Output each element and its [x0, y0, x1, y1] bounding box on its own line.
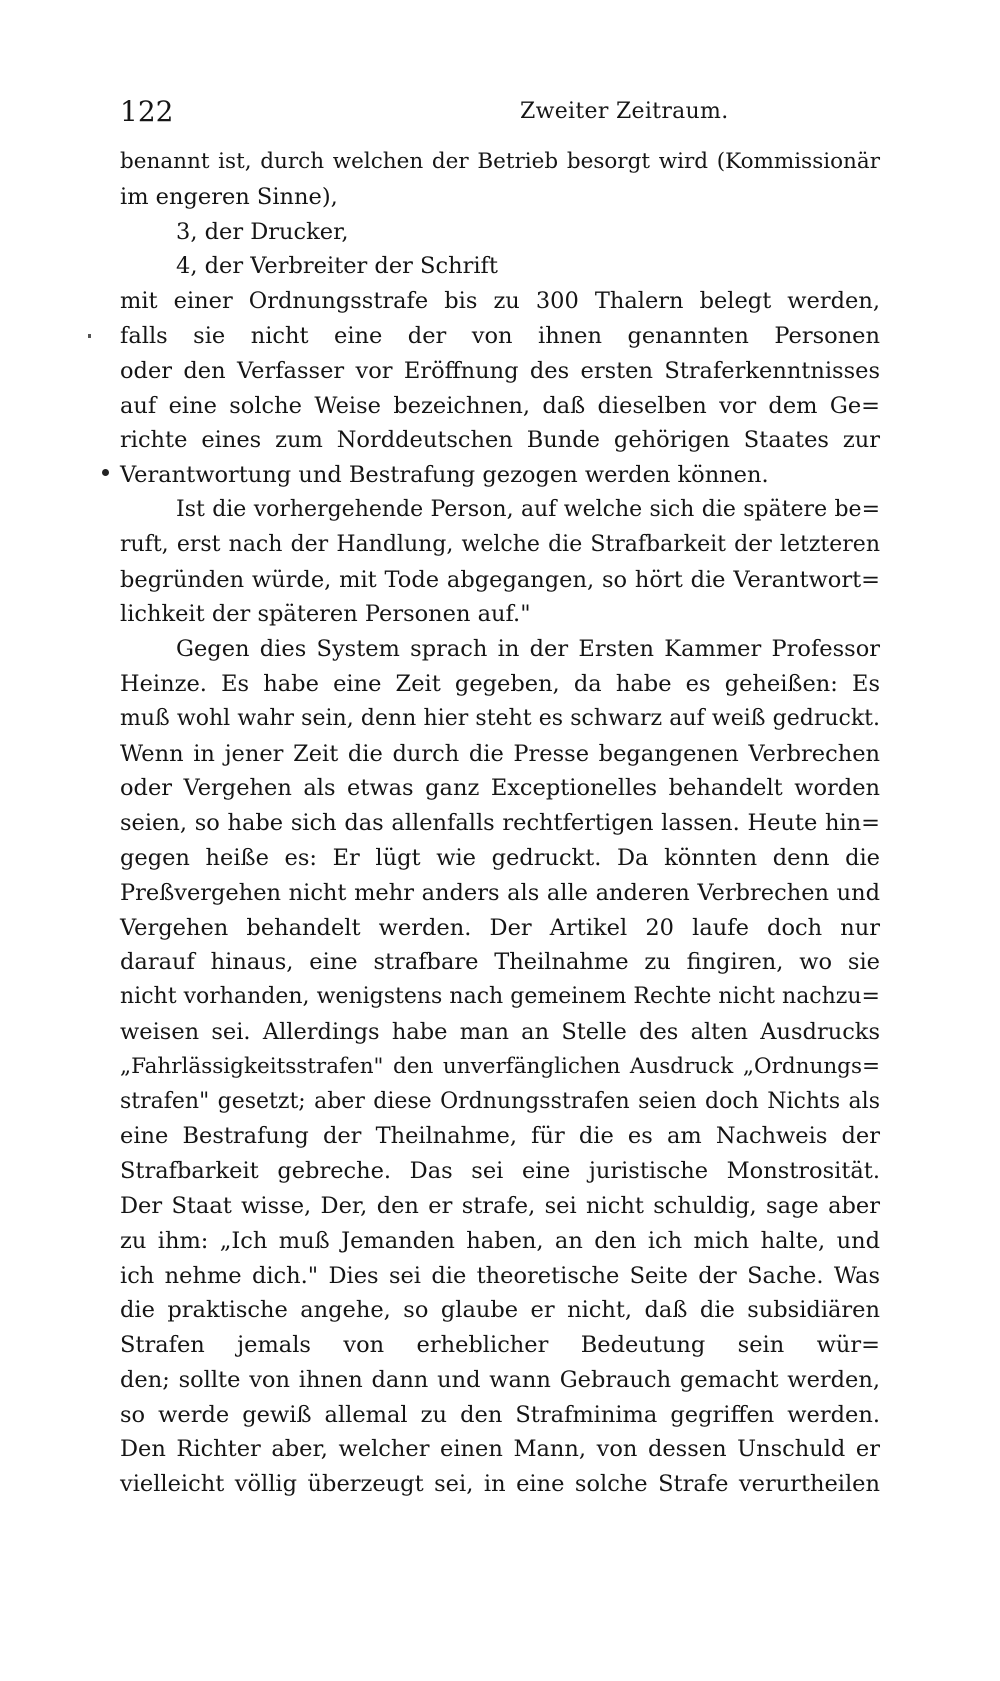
text-line: die praktische angehe, so glaube er nicht, daß die subsidiären: [120, 1297, 880, 1324]
text-line: oder den Verfasser vor Eröffnung des ersten Straferkenntnisses: [120, 357, 880, 384]
text-line: auf eine solche Weise bezeichnen, daß dieselben vor dem Ge=: [120, 392, 880, 419]
page-header: [120, 92, 880, 132]
text-line: eine Bestrafung der Theilnahme, für die es am Nachweis der: [120, 1123, 880, 1150]
page-number: 122: [120, 95, 174, 128]
text-line: Heinze. Es habe eine Zeit gegeben, da habe es geheißen: Es: [120, 670, 880, 697]
text-line: 3, der Drucker,: [176, 218, 349, 245]
text-line: Wenn in jener Zeit die durch die Presse begangenen Verbrechen: [120, 740, 880, 767]
body-text: [120, 145, 880, 1502]
text-line: Vergehen behandelt werden. Der Artikel 20 laufe doch nur: [120, 914, 880, 941]
text-line: strafen" gesetzt; aber diese Ordnungsstrafen seien doch Nichts als: [120, 1088, 880, 1114]
text-line: „Fahrlässigkeitsstrafen" den unverfänglichen Ausdruck „Ordnungs=: [120, 1053, 880, 1079]
text-line: muß wohl wahr sein, denn hier steht es schwarz auf weiß gedruckt.: [120, 705, 880, 731]
text-line: so werde gewiß allemal zu den Strafminima gegriffen werden.: [120, 1401, 880, 1428]
text-line: gegen heiße es: Er lügt wie gedruckt. Da könnten denn die: [120, 844, 880, 871]
text-line: darauf hinaus, eine strafbare Theilnahme zu fingiren, wo sie: [120, 949, 880, 976]
text-line: Den Richter aber, welcher einen Mann, von dessen Unschuld er: [120, 1436, 880, 1463]
text-line: Der Staat wisse, Der, den er strafe, sei nicht schuldig, sage aber: [120, 1192, 880, 1219]
text-line: Preßvergehen nicht mehr anders als alle anderen Verbrechen und: [120, 879, 880, 906]
text-line: lichkeit der späteren Personen auf.": [120, 601, 531, 628]
text-line: Verantwortung und Bestrafung gezogen werden können.: [120, 462, 769, 489]
running-head: Zweiter Zeitraum.: [520, 99, 729, 124]
text-line: weisen sei. Allerdings habe man an Stelle des alten Ausdrucks: [120, 1018, 880, 1045]
text-line: begründen würde, mit Tode abgegangen, so hört die Verantwort=: [120, 566, 880, 593]
text-line: nicht vorhanden, wenigstens nach gemeinem Rechte nicht nachzu=: [120, 984, 880, 1010]
text-line: Gegen dies System sprach in der Ersten Kammer Professor: [176, 636, 880, 663]
text-line: richte eines zum Norddeutschen Bunde gehörigen Staates zur: [120, 427, 880, 454]
margin-mark: [88, 334, 91, 338]
text-line: den; sollte von ihnen dann und wann Gebrauch gemacht werden,: [120, 1366, 880, 1393]
text-line: im engeren Sinne),: [120, 183, 338, 210]
text-line: Strafbarkeit gebreche. Das sei eine juristische Monstrosität.: [120, 1158, 880, 1185]
text-line: Ist die vorhergehende Person, auf welche sich die spätere be=: [176, 496, 880, 522]
text-line: vielleicht völlig überzeugt sei, in eine solche Strafe verurtheilen: [120, 1471, 880, 1498]
text-line: falls sie nicht eine der von ihnen genannten Personen: [120, 322, 880, 349]
text-line: benannt ist, durch welchen der Betrieb besorgt wird (Kommissionär: [120, 149, 880, 174]
text-line: mit einer Ordnungsstrafe bis zu 300 Thalern belegt werden,: [120, 288, 880, 315]
text-line: ruft, erst nach der Handlung, welche die Strafbarkeit der letzteren: [120, 531, 880, 557]
text-line: oder Vergehen als etwas ganz Exceptionelles behandelt worden: [120, 775, 880, 802]
text-line: Strafen jemals von erheblicher Bedeutung sein wür=: [120, 1332, 880, 1359]
text-line: seien, so habe sich das allenfalls rechtfertigen lassen. Heute hin=: [120, 810, 880, 837]
text-line: 4, der Verbreiter der Schrift: [176, 253, 498, 280]
text-line: zu ihm: „Ich muß Jemanden haben, an den ich mich halte, und: [120, 1227, 880, 1254]
margin-dot: [102, 469, 109, 476]
text-line: ich nehme dich." Dies sei die theoretische Seite der Sache. Was: [120, 1262, 880, 1289]
